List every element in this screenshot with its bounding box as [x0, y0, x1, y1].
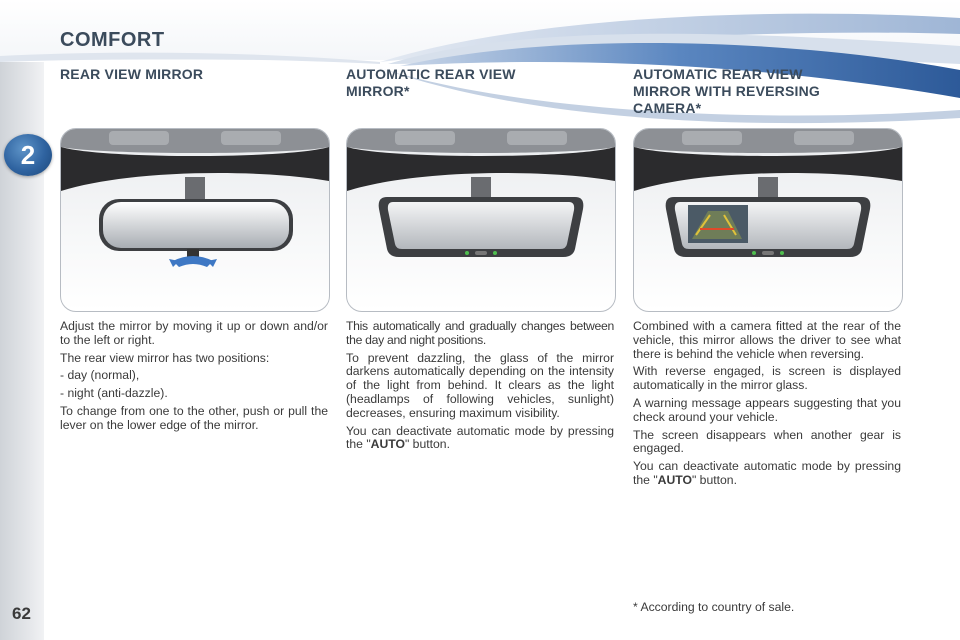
- column-title: [633, 66, 903, 117]
- sentence-text: You can deactivate automatic mode by pressing the ": [633, 459, 901, 487]
- paragraph: Adjust the mirror by moving it up or down and/or to the left or right.: [60, 319, 328, 347]
- paragraph: The screen disappears when another gear is engaged.: [633, 427, 901, 456]
- page-number: 62: [12, 604, 31, 623]
- column-title-line: MIRROR WITH REVERSING: [633, 83, 820, 99]
- column-automatic-mirror: [346, 66, 616, 100]
- column-text: [633, 320, 901, 492]
- sentence-text: You can deactivate automatic mode by pressing the ": [346, 423, 614, 452]
- column-title-line: AUTOMATIC REAR VIEW: [346, 66, 516, 82]
- paragraph: With reverse engaged, is screen is displayed automatically in the mirror glass.: [633, 364, 901, 393]
- paragraph: [633, 460, 901, 488]
- column-text: [60, 320, 328, 437]
- list-item: - day (normal),: [60, 368, 140, 383]
- section-title: COMFORT: [60, 29, 165, 51]
- illustration-camera-mirror: [633, 128, 903, 312]
- column-title: [346, 66, 616, 100]
- column-title: [60, 66, 330, 83]
- illustration-automatic-mirror: [346, 128, 616, 312]
- chapter-badge: [4, 134, 52, 176]
- paragraph: To change from one to the other, push or pull the lever on the lower edge of the mirror.: [60, 403, 328, 432]
- auto-keyword: AUTO: [370, 437, 405, 452]
- paragraph: Combined with a camera fitted at the rear of the vehicle, this mirror allows the driver to see what there is behind the vehicle when reversing.: [633, 319, 901, 361]
- column-camera-mirror: [633, 66, 903, 117]
- column-title-line: CAMERA*: [633, 100, 702, 116]
- paragraph: The rear view mirror has two positions:: [60, 350, 270, 365]
- column-title-line: MIRROR*: [346, 83, 410, 99]
- chapter-number: 2: [20, 139, 36, 170]
- sentence-text: " button.: [404, 437, 450, 452]
- column-rear-view-mirror: [60, 66, 330, 83]
- paragraph: A warning message appears suggesting that you check around your vehicle.: [633, 395, 901, 424]
- paragraph: [346, 425, 614, 453]
- sentence-text: " button.: [691, 472, 737, 487]
- column-text: [346, 320, 614, 456]
- paragraph: This automatically and gradually changes between the day and night positions.: [346, 319, 614, 347]
- column-title-line: REAR VIEW MIRROR: [60, 66, 204, 82]
- list-item: - night (anti-dazzle).: [60, 386, 168, 401]
- column-title-line: AUTOMATIC REAR VIEW: [633, 66, 803, 82]
- illustration-rear-view-mirror: [60, 128, 330, 312]
- paragraph: To prevent dazzling, the glass of the mirror darkens automatically depending on the intensity of the light from behind. It clears as the light (headlamps of following vehicles, sunlight) decreases, ensuring maximum visibility.: [346, 350, 614, 420]
- footnote: * According to country of sale.: [633, 600, 795, 614]
- auto-keyword: AUTO: [657, 472, 692, 487]
